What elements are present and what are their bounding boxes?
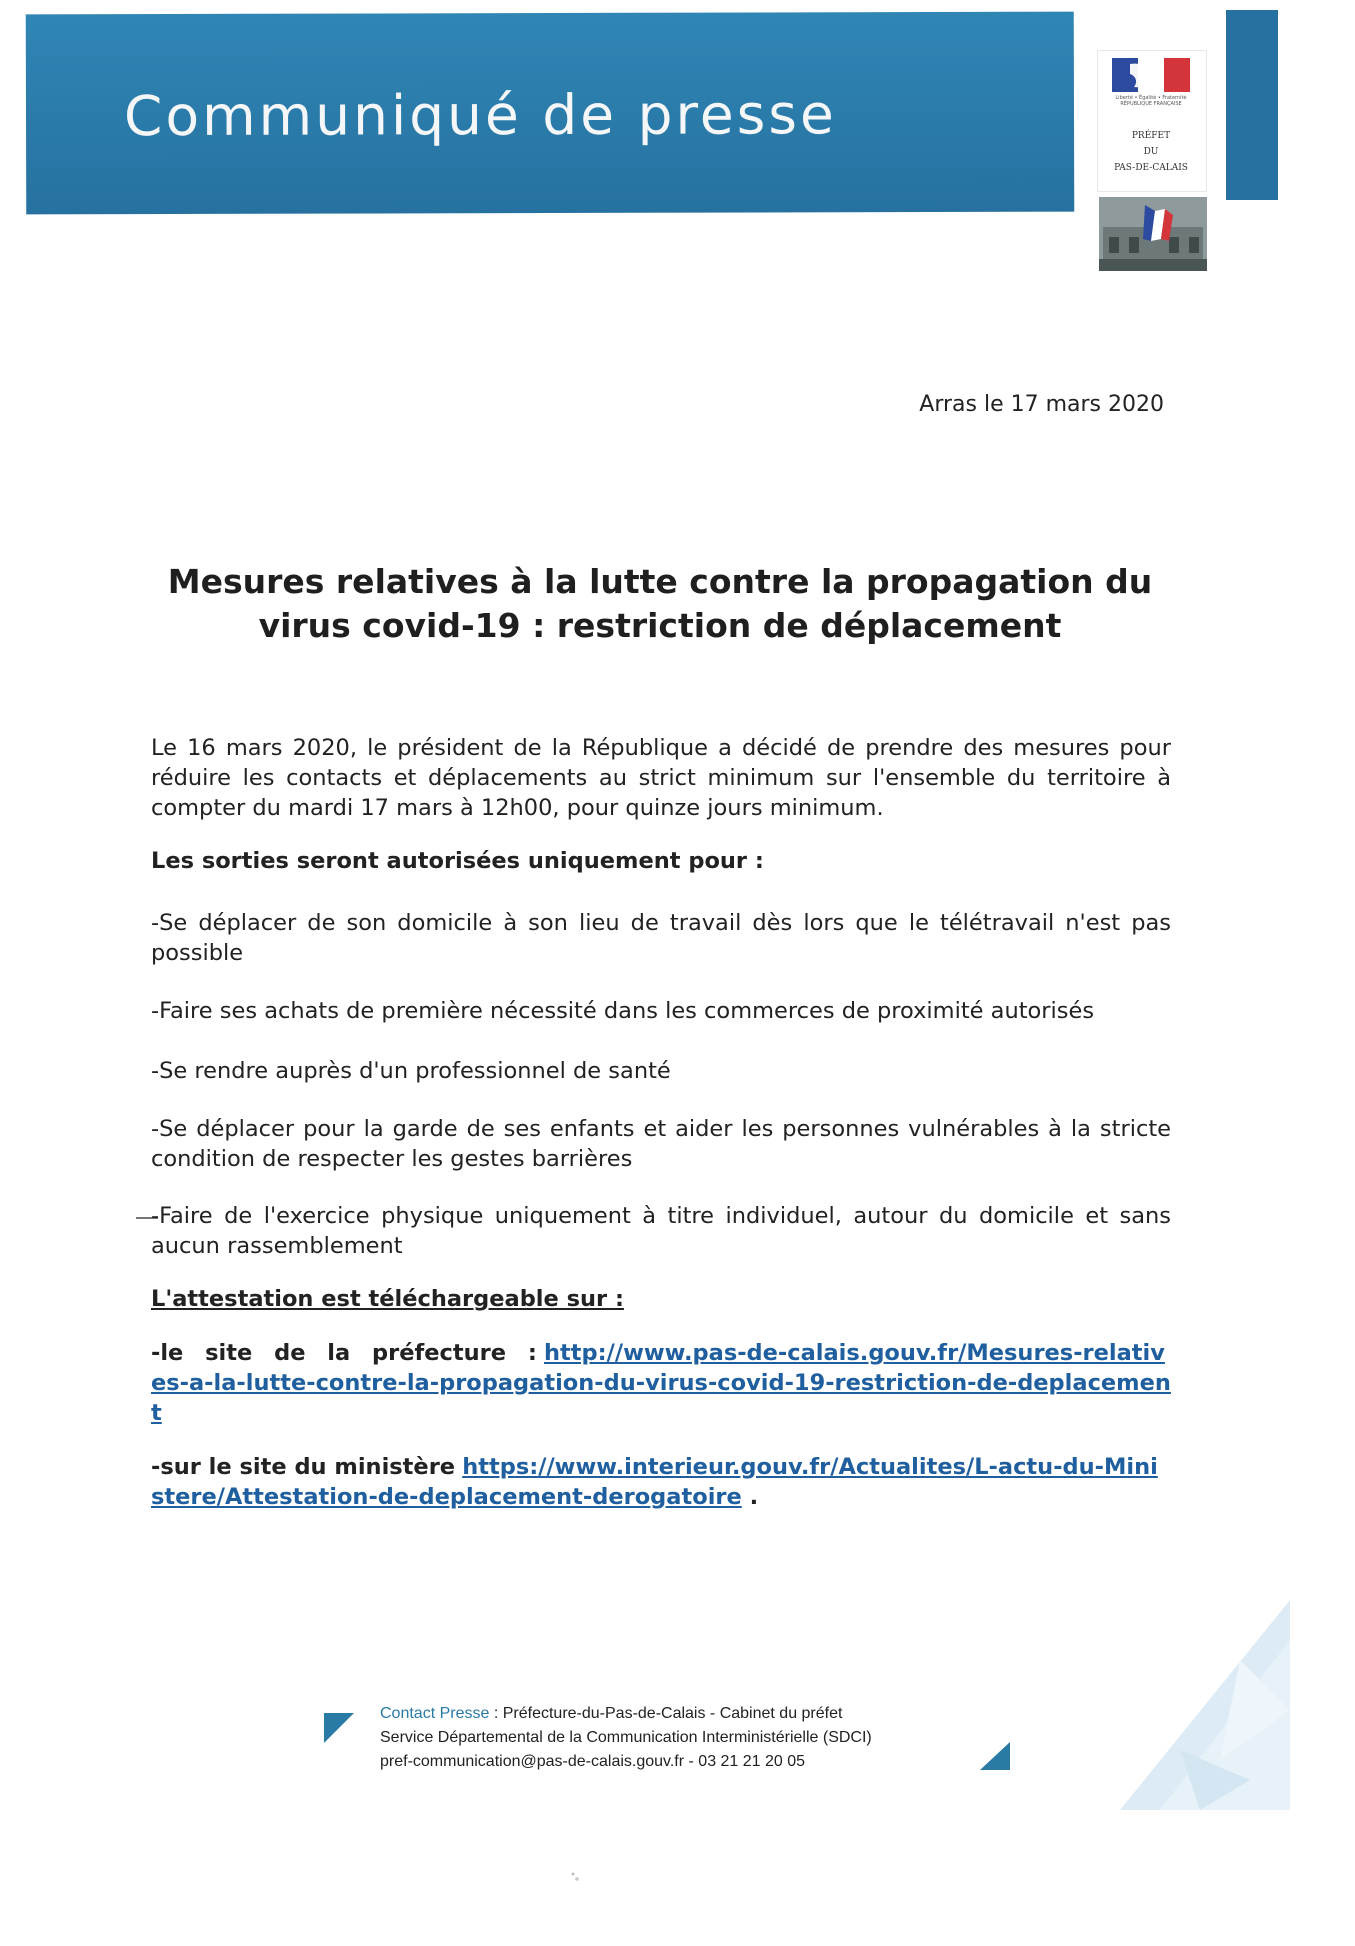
exit-item-4: -Se déplacer pour la garde de ses enfants et aider les personnes vulnérables à la stricte condition de respecter les gestes barrières (151, 1116, 1171, 1172)
contact-line-3: pref-communication@pas-de-calais.gouv.fr - 03 21 21 20 05 (380, 1753, 806, 1770)
title-line-2: virus covid-19 : restriction de déplacement (258, 606, 1062, 645)
ministere-suffix: . (741, 1484, 759, 1510)
contact-label: Contact Presse (380, 1705, 490, 1722)
intro-paragraph: Le 16 mars 2020, le président de la République a décidé de prendre des mesures pour réduire les contacts et déplacements au strict minimum sur l'ensemble du territoire à compter du mardi 17 mars à 12h00, pour quinze jours minimum. (151, 735, 1171, 821)
ministere-link[interactable]: https://www.interieur.gouv.fr/Actualites/L-actu-du-Ministere/Attestation-de-deplacement-derogatoire (151, 1454, 1158, 1510)
banner-right-strip (1226, 10, 1278, 200)
press-contact (380, 1702, 980, 1774)
exit-item-1: -Se déplacer de son domicile à son lieu de travail dès lors que le télétravail n'est pas possible (151, 910, 1171, 966)
footer-triangle-icon (324, 1713, 354, 1743)
title-line-1: Mesures relatives à la lutte contre la propagation du (167, 562, 1153, 601)
decorative-geometric-pattern (1120, 1600, 1290, 1810)
ministere-link-paragraph (151, 1452, 1171, 1512)
logo-line-3: PAS-DE-CALAIS (1114, 163, 1188, 173)
scan-speck (569, 1870, 581, 1884)
release-title (150, 560, 1170, 648)
logo-line-1: PRÉFET (1131, 131, 1171, 141)
exit-item-3: -Se rendre auprès d'un professionnel de santé (151, 1058, 671, 1084)
prefecture-link[interactable]: http://www.pas-de-calais.gouv.fr/Mesures-relatives-a-la-lutte-contre-la-propagation-du-virus-covid-19-restriction-de-deplacement (151, 1340, 1171, 1426)
marianne-flag-icon (1112, 58, 1190, 92)
contact-org: : Préfecture-du-Pas-de-Calais - Cabinet du préfet (489, 1705, 843, 1722)
prefecture-building-photo (1099, 197, 1207, 271)
exit-item-5: -Faire de l'exercice physique uniquement à titre individuel, autour du domicile et sans aucun rassemblement (151, 1203, 1171, 1259)
prefecture-link-paragraph (151, 1338, 1171, 1428)
release-date: Arras le 17 mars 2020 (919, 392, 1164, 417)
ministere-prefix: -sur le site du ministère (151, 1454, 456, 1480)
contact-line-1 (380, 1702, 980, 1726)
footer-corner-triangle-icon (980, 1742, 1010, 1770)
logo-line-2: DU (1143, 147, 1159, 157)
building-flags-image (1099, 197, 1207, 271)
header-banner (26, 12, 1075, 215)
banner-title: Communiqué de presse (123, 82, 837, 149)
exit-item-2: -Faire ses achats de première nécessité dans les commerces de proximité autorisés (151, 998, 1095, 1024)
logo-motto: Liberté • Égalité • Fraternité RÉPUBLIQUE FRANÇAISE (1115, 95, 1187, 107)
logo-text (1098, 128, 1204, 176)
prefecture-prefix: -le site de la préfecture : (151, 1340, 537, 1366)
exits-heading: Les sorties seront autorisées uniquement pour : (151, 848, 764, 874)
attestation-heading: L'attestation est téléchargeable sur : (151, 1286, 624, 1312)
contact-line-2: Service Départemental de la Communication Interministérielle (SDCI) (380, 1729, 872, 1746)
